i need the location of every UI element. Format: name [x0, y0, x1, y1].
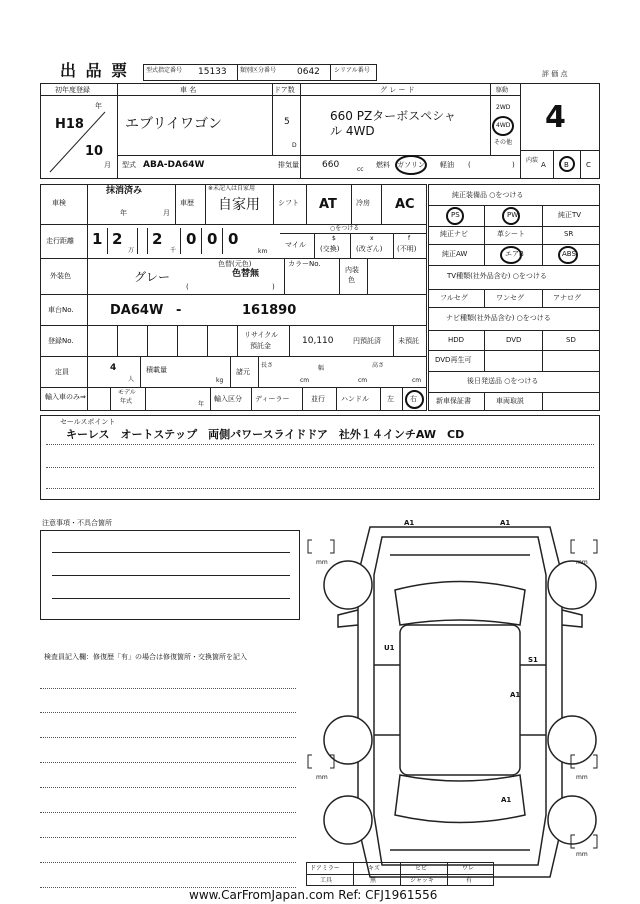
navi-title: ナビ種類(社外品含む) ○をつける	[446, 314, 551, 322]
inspector-label: 検査員記入欄：修復歴「有」の場合は修復箇所・交換箇所を記入	[44, 653, 247, 661]
repaint-value: 色替無	[232, 269, 260, 279]
ac-value: AC	[395, 197, 415, 212]
grade-line1: 660 PZターボスペシャ	[330, 109, 456, 123]
usage-value: 自家用	[218, 197, 260, 213]
capacity-persons: 4	[110, 363, 117, 373]
handle-right-circle	[405, 390, 424, 409]
score-value: 4	[545, 100, 566, 135]
fuel-value: ガソリン	[397, 161, 425, 169]
doors-label: ドア数	[274, 86, 295, 94]
handle-right: 右	[410, 395, 417, 403]
inspection-status: 抹消済み	[106, 186, 143, 196]
grade-label: グ レ ー ド	[380, 86, 415, 94]
model-cert-no: 15133	[198, 67, 227, 77]
drive-label: 駆動	[496, 87, 509, 94]
genuine-title: 純正装備品 ○をつける	[452, 191, 524, 199]
category-no: 0642	[297, 67, 320, 77]
exterior-color: グレー	[134, 270, 171, 284]
grade-line2: ル 4WD	[330, 124, 375, 138]
first-reg-label: 初年度登録	[55, 86, 90, 94]
sheet-title: 出 品 票	[60, 61, 130, 80]
car-damage-diagram	[300, 515, 620, 895]
damage-mark-rear-a1: A1	[501, 796, 512, 804]
shift-value: AT	[319, 197, 337, 212]
airbag-circle	[500, 246, 522, 264]
chassis-prefix: DA64W	[110, 303, 164, 318]
damage-mark-front-left: A1	[404, 519, 415, 527]
reg-slash	[45, 110, 113, 176]
abs-circle	[558, 246, 578, 264]
tv-title: TV種類(社外品含む) ○をつける	[447, 272, 547, 280]
drive-4wd-circle	[492, 116, 514, 136]
sales-points-text: キーレス オートステップ 両側パワースライドドア 社外１４インチAW CD	[66, 428, 465, 441]
interior-b-circle	[559, 156, 575, 172]
ps-circle	[446, 207, 464, 225]
footer-watermark: www.CarFromJapan.com Ref: CFJ1961556	[189, 888, 438, 902]
damage-mark-u1: U1	[384, 644, 395, 652]
fuel-gasoline-circle	[395, 155, 427, 175]
details-grid	[40, 184, 427, 411]
serial-label: シリアル番号	[334, 67, 370, 74]
caution-label: 注意事項・不具合箇所	[42, 519, 112, 527]
damage-mark-side-a1: A1	[510, 691, 521, 699]
category-label: 類別区分番号	[240, 67, 277, 74]
doors-value: 5	[284, 117, 290, 127]
pw-circle	[502, 207, 520, 225]
car-name-label: 車 名	[180, 86, 197, 94]
damage-mark-front-right: A1	[500, 519, 511, 527]
score-label: 評 価 点	[542, 70, 568, 78]
later-title: 後日発送品 ○をつける	[467, 377, 539, 385]
model-type: ABA-DA64W	[143, 160, 205, 170]
model-cert-label: 型式指定番号	[146, 67, 183, 74]
car-name: エブリイワゴン	[125, 116, 223, 132]
damage-mark-s1: S1	[528, 656, 538, 664]
reg-month: 10	[85, 144, 104, 159]
displacement: 660	[322, 160, 340, 170]
chassis-number: 161890	[242, 303, 297, 318]
reg-year: H18	[55, 117, 84, 132]
recycle-amount: 10,110	[302, 336, 334, 346]
